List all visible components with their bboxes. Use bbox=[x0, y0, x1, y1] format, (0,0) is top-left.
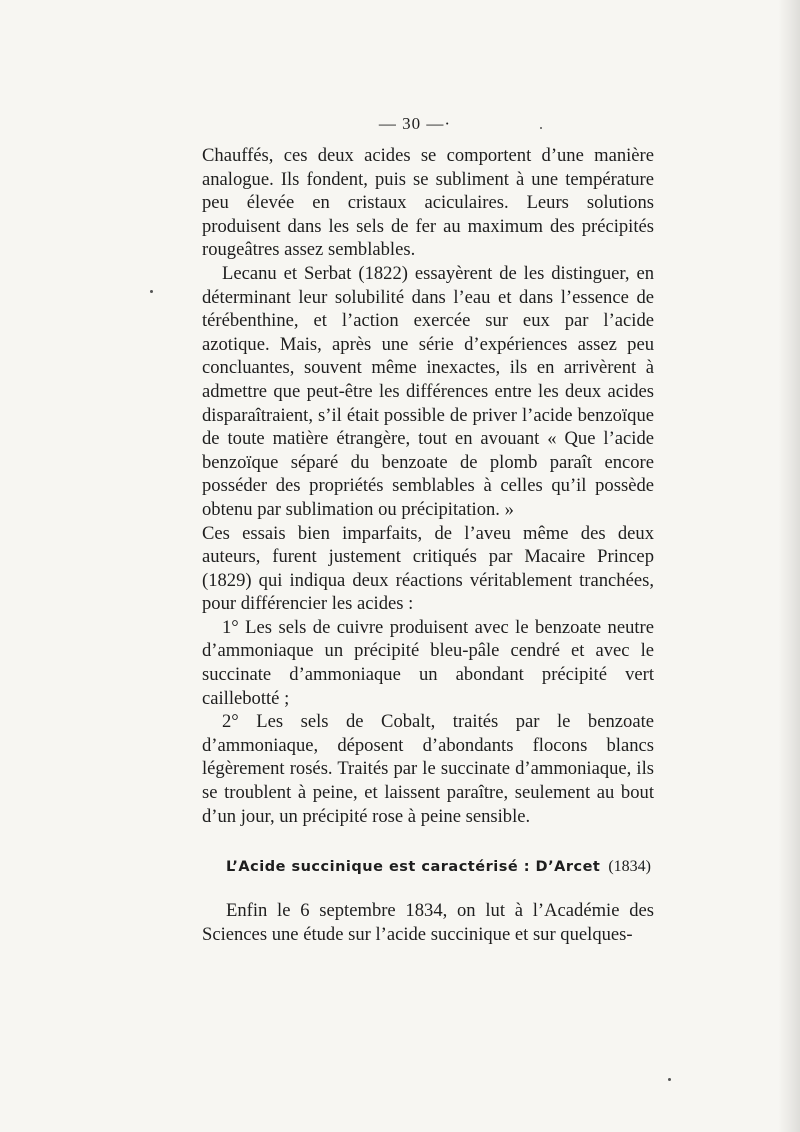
paper-speck bbox=[150, 290, 153, 293]
page-number: — 30 —· bbox=[378, 114, 452, 133]
paper-speck bbox=[540, 127, 542, 129]
list-item: 2° Les sels de Cobalt, traités par le benzoate d’ammoniaque, déposent d’abondants flocons blancs légèrement rosés. Traités par le succinate d’ammoniaque, ils se troublent à peine, et laissent paraître, seulement au bout d’un jour, un précipité rose à peine sensible. bbox=[202, 711, 654, 827]
paragraph: Lecanu et Serbat (1822) essayèrent de les distinguer, en déterminant leur solubilité dans l’eau et dans l’essence de térébenthine, et l’action exercée sur eux par l’acide azotique. Mais, après une série d’expériences assez peu concluantes, souvent même inexactes, ils en arrivèrent à admettre que peut-être les différences entre les deux acides disparaîtraient, s’il était possible de priver l’acide benzoïque de toute matière étrangère, tout en avouant « Que l’acide benzoïque séparé du benzoate de plomb paraît encore posséder des propriétés semblables à celles qu’il possède obtenu par sublimation ou précipitation. » bbox=[202, 262, 654, 520]
paper-speck bbox=[668, 1078, 671, 1081]
page-edge-shadow bbox=[778, 0, 800, 1132]
section-heading-date: (1834) bbox=[608, 858, 651, 875]
closing-text bbox=[202, 899, 654, 946]
section-heading-title: L’Acide succinique est caractérisé : D’Arcet bbox=[226, 859, 601, 875]
paragraph: Enfin le 6 septembre 1834, on lut à l’Académie des Sciences une étude sur l’acide succinique et sur quelques- bbox=[202, 900, 654, 945]
paragraph: Chauffés, ces deux acides se comportent d’une manière analogue. Ils fondent, puis se subliment à une température peu élevée en cristaux aciculaires. Leurs solutions produisent dans les sels de fer au maximum des précipités rougeâtres assez semblables. bbox=[202, 145, 654, 261]
paragraph: Ces essais bien imparfaits, de l’aveu même des deux auteurs, furent justement critiqués par Macaire Princep (1829) qui indiqua deux réactions véritablement tranchées, pour différencier les acides : bbox=[202, 522, 654, 615]
body-text bbox=[202, 144, 654, 828]
section-heading bbox=[226, 858, 656, 876]
list-item: 1° Les sels de cuivre produisent avec le benzoate neutre d’ammoniaque un précipité bleu-pâle cendré et avec le succinate d’ammoniaque un abondant précipité vert caillebotté ; bbox=[202, 616, 654, 709]
